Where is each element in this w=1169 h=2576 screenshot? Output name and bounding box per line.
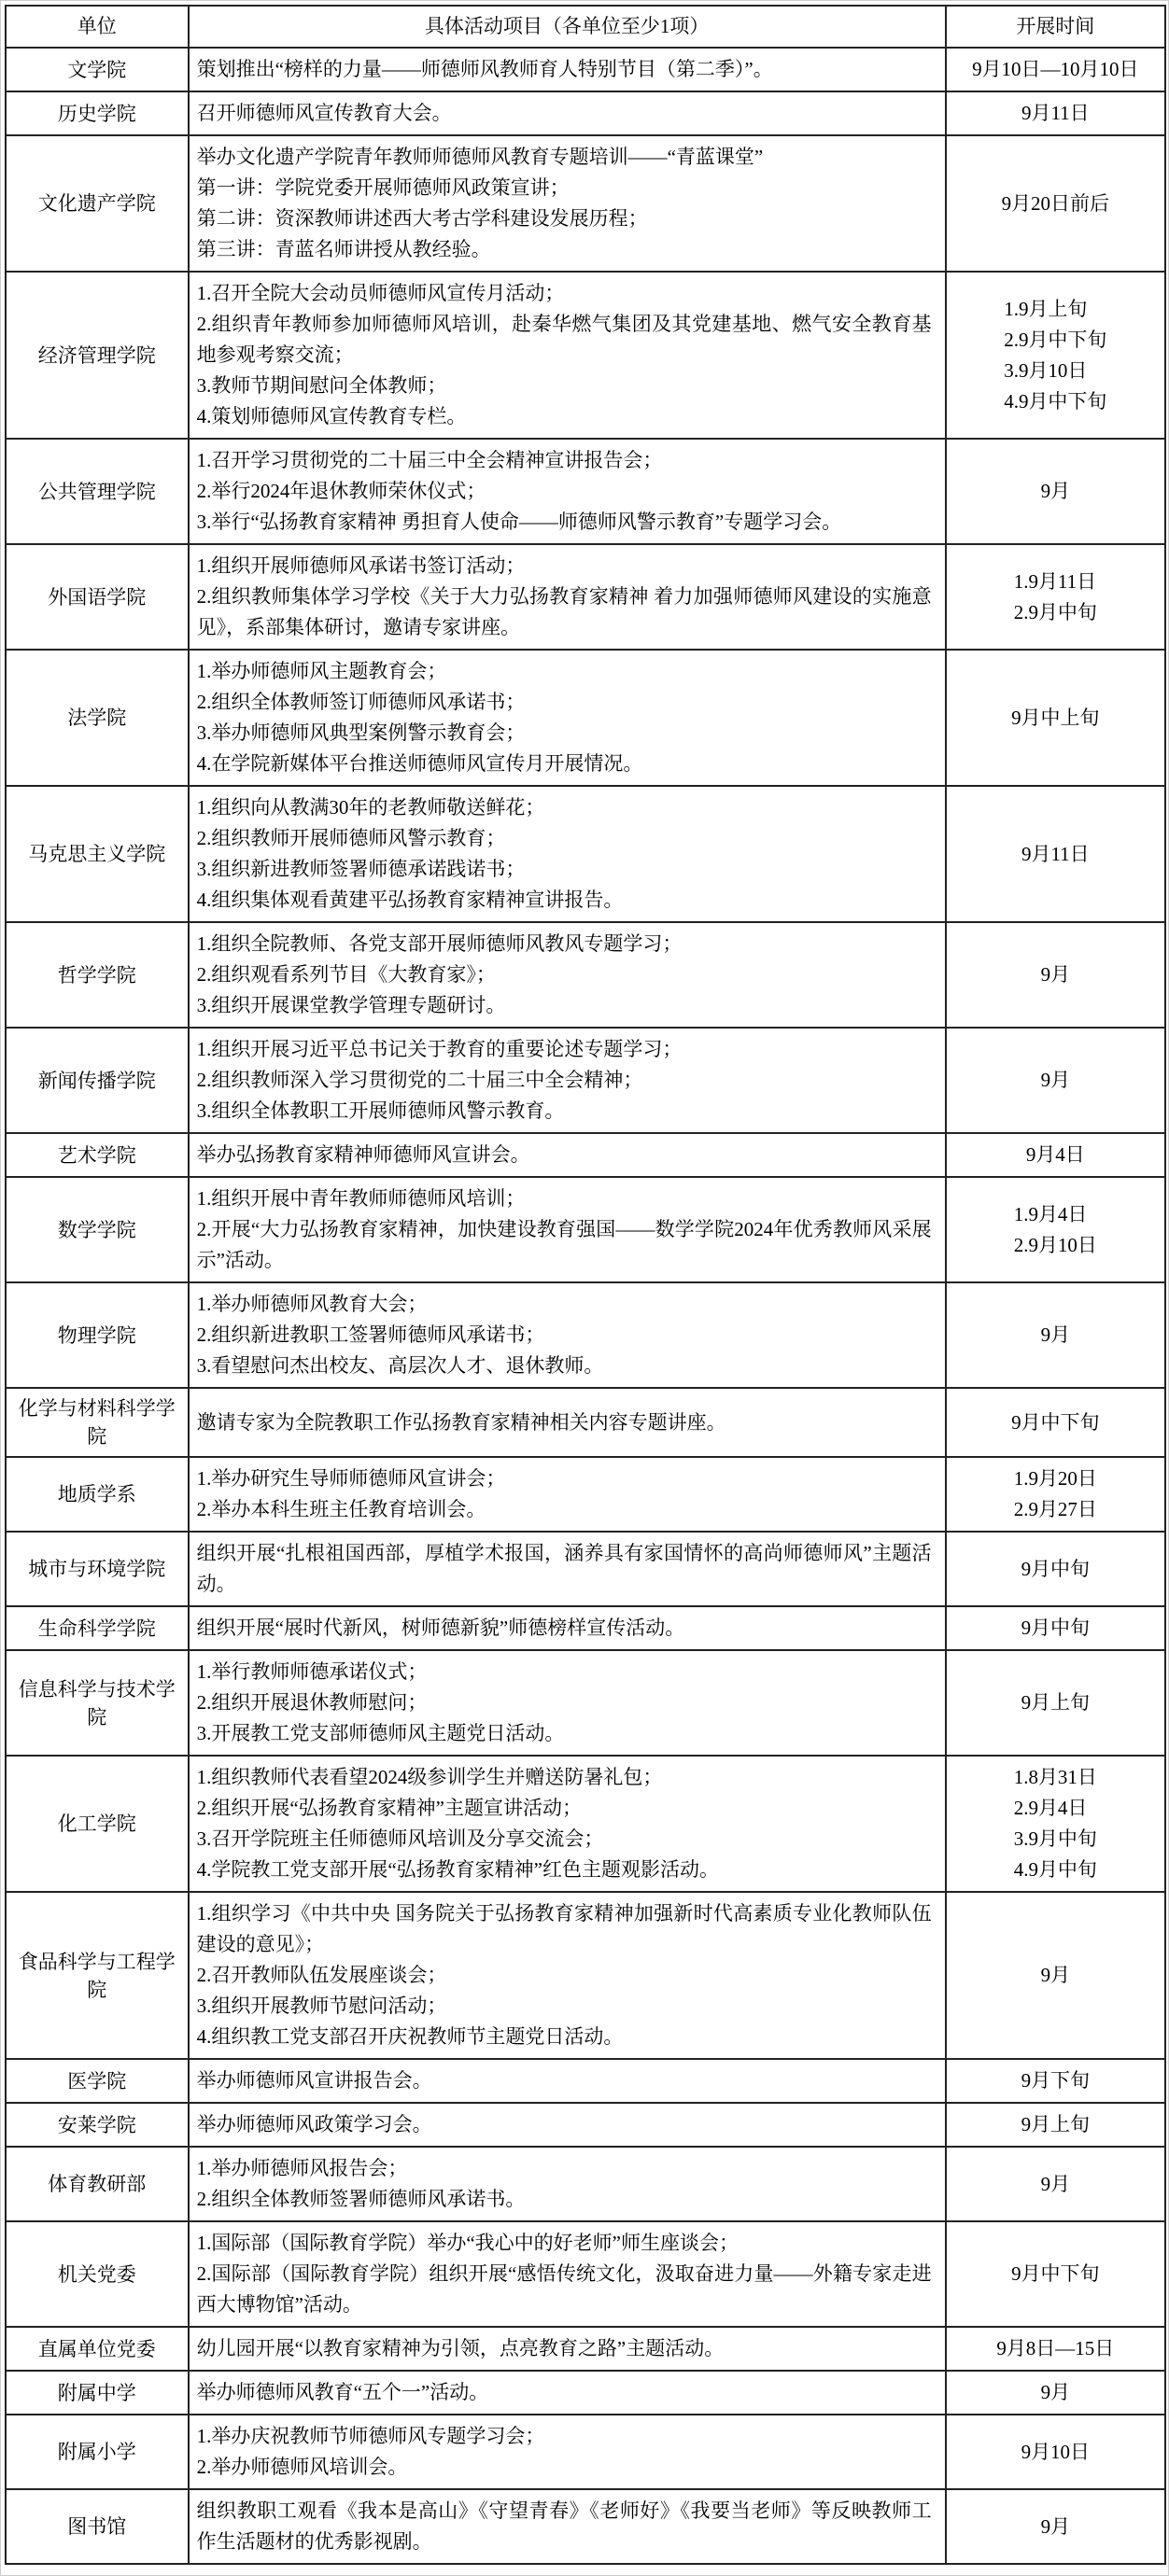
activity-item: 3.召开学院班主任师德师风培训及分享交流会； — [196, 1827, 604, 1850]
activity-item: 2.组织教师开展师德师风警示教育； — [196, 827, 506, 849]
activity-item: 组织开展“扎根祖国西部，厚植学术报国，涵养具有家国情怀的高尚师德师风”主题活动。 — [196, 1542, 932, 1595]
activity-item: 召开师德师风宣传教育大会。 — [196, 102, 452, 124]
time-entries — [1021, 1554, 1091, 1585]
activities-cell — [189, 1606, 946, 1650]
table-row — [6, 1028, 1165, 1133]
time-entry: 9月 — [1040, 2172, 1071, 2195]
activities-cell — [189, 272, 946, 439]
unit-cell: 机关党委 — [6, 2221, 189, 2327]
activity-item: 举办弘扬教育家精神师德师风宣讲会。 — [196, 1143, 530, 1166]
table-row — [6, 1756, 1165, 1892]
activity-item: 1.组织开展习近平总书记关于教育的重要论述专题学习； — [196, 1038, 683, 1060]
time-entry: 9月10日—10月10日 — [972, 58, 1139, 80]
table-row — [6, 1388, 1165, 1457]
time-entry: 9月上旬 — [1021, 1691, 1091, 1714]
activity-item: 2.组织全体教师签订师德师风承诺书； — [196, 691, 526, 713]
table-row — [6, 2221, 1165, 2327]
activities-cell — [189, 2221, 946, 2327]
activity-item: 1.组织全院教师、各党支部开展师德师风教风专题学习； — [196, 932, 683, 955]
time-entries — [1011, 1407, 1100, 1438]
activities-cell — [189, 1028, 946, 1133]
activities-cell — [189, 1177, 946, 1282]
table-row — [6, 1282, 1165, 1388]
time-entry: 9月11日 — [1021, 102, 1090, 124]
table-row — [6, 2415, 1165, 2489]
unit-cell: 外国语学院 — [6, 544, 189, 650]
activity-item: 1.举办研究生导师师德师风宣讲会； — [196, 1467, 506, 1490]
activity-item: 3.组织开展课堂教学管理专题研讨。 — [196, 994, 506, 1016]
time-entries — [972, 54, 1139, 85]
time-entries — [1002, 189, 1110, 219]
table-row — [6, 1457, 1165, 1532]
activity-item: 1.组织学习《中共中央 国务院关于弘扬教育家精神加强新时代高素质专业化教师队伍建设的意见》； — [196, 1902, 932, 1955]
time-entry: 9月10日 — [1021, 2440, 1091, 2463]
table-row — [6, 1133, 1165, 1177]
activity-item: 邀请专家为全院教职工作弘扬教育家精神相关内容专题讲座。 — [196, 1410, 726, 1434]
activity-item: 举办师德师风宣讲报告会。 — [196, 2069, 432, 2092]
time-entry: 9月中旬 — [1021, 1557, 1091, 1580]
unit-cell: 哲学学院 — [6, 922, 189, 1028]
time-entry: 9月 — [1040, 480, 1071, 502]
activity-item: 1.召开全院大会动员师德师风宣传月活动； — [196, 282, 565, 304]
time-entries — [1021, 98, 1090, 129]
activities-cell — [189, 1388, 946, 1457]
time-cell — [946, 135, 1165, 272]
time-cell — [946, 2327, 1165, 2371]
activities-cell — [189, 1532, 946, 1606]
time-entries — [1014, 1463, 1097, 1525]
time-entry: 9月中旬 — [1021, 1617, 1091, 1639]
time-entry: 9月 — [1040, 963, 1071, 986]
activity-item: 1.举办师德师风教育大会； — [196, 1293, 428, 1315]
table-row — [6, 1892, 1165, 2059]
activity-item: 策划推出“榜样的力量——师德师风教师育人特别节目（第二季）”。 — [196, 58, 773, 80]
activity-item: 2.组织开展退休教师慰问； — [196, 1691, 428, 1714]
activity-item: 3.看望慰问杰出校友、高层次人才、退休教师。 — [196, 1354, 604, 1377]
time-entries — [1041, 2512, 1071, 2542]
time-entry: 4.9月中旬 — [1013, 1858, 1097, 1881]
time-entries — [1041, 2377, 1071, 2408]
table-row — [6, 544, 1165, 650]
activity-item: 2.国际部（国际教育学院）组织开展“感悟传统文化，汲取奋进力量——外籍专家走进西大博物馆”活动。 — [196, 2262, 932, 2316]
activities-cell — [189, 2327, 946, 2371]
unit-cell: 化学与材料科学学院 — [6, 1388, 189, 1457]
table-row — [6, 1532, 1165, 1606]
activity-item: 2.组织全体教师签署师德师风承诺书。 — [196, 2188, 526, 2210]
activity-item: 3.举办师德师风典型案例警示教育会； — [196, 721, 526, 744]
time-entry: 2.9月10日 — [1013, 1233, 1097, 1256]
time-entry: 9月4日 — [1025, 1143, 1085, 1166]
time-cell — [946, 1177, 1165, 1282]
table-row — [6, 439, 1165, 544]
header-activities: 具体活动项目（各单位至少1项） — [189, 6, 946, 48]
time-entry: 2.9月27日 — [1013, 1498, 1097, 1520]
time-entry: 2.9月中下旬 — [1004, 328, 1107, 351]
activity-item: 1.举办师德师风报告会； — [196, 2157, 408, 2179]
time-cell — [946, 1892, 1165, 2059]
activities-cell — [189, 2147, 946, 2221]
activity-item: 1.举办师德师风主题教育会； — [196, 660, 447, 682]
unit-cell: 体育教研部 — [6, 2147, 189, 2221]
time-cell — [946, 922, 1165, 1028]
activity-item: 1.举办庆祝教师节师德师风专题学习会； — [196, 2425, 545, 2447]
activities-cell — [189, 1892, 946, 2059]
unit-cell: 文化遗产学院 — [6, 135, 189, 272]
time-entry: 1.9月20日 — [1013, 1467, 1097, 1490]
activities-cell — [189, 135, 946, 272]
time-entries — [1021, 1687, 1091, 1718]
time-entry: 9月中下旬 — [1011, 1410, 1100, 1434]
activity-item: 2.组织青年教师参加师德师风培训，赴秦华燃气集团及其党建基地、燃气安全教育基地参观考察交流； — [196, 313, 932, 366]
time-cell — [946, 2147, 1165, 2221]
unit-cell: 马克思主义学院 — [6, 786, 189, 922]
activities-cell — [189, 1650, 946, 1756]
time-entry: 3.9月10日 — [1004, 358, 1088, 382]
activity-item: 第三讲：青蓝名师讲授从教经验。 — [196, 238, 491, 260]
activity-item: 2.组织观看系列节目《大教育家》； — [196, 963, 496, 986]
time-entry: 9月 — [1040, 1069, 1071, 1091]
activity-item: 2.组织新进教职工签署师德师风承诺书； — [196, 1323, 545, 1346]
activities-cell — [189, 1756, 946, 1892]
table-row — [6, 2489, 1165, 2564]
unit-cell: 数学学院 — [6, 1177, 189, 1282]
unit-cell: 经济管理学院 — [6, 272, 189, 439]
time-entries — [1041, 959, 1071, 990]
activity-item: 3.教师节期间慰问全体教师； — [196, 374, 447, 397]
unit-cell: 附属中学 — [6, 2371, 189, 2415]
activity-item: 4.组织教工党支部召开庆祝教师节主题党日活动。 — [196, 2025, 624, 2048]
time-entries — [1011, 703, 1100, 734]
unit-cell: 医学院 — [6, 2059, 189, 2103]
time-entries — [1011, 2259, 1100, 2289]
activities-cell — [189, 1282, 946, 1388]
activities-cell — [189, 2371, 946, 2415]
activities-cell — [189, 650, 946, 786]
activity-item: 3.举行“弘扬教育家精神 勇担育人使命——师德师风警示教育”专题学习会。 — [196, 511, 842, 533]
table-row — [6, 135, 1165, 272]
time-cell — [946, 48, 1165, 91]
table-row — [6, 2371, 1165, 2415]
time-entry: 9月 — [1040, 2514, 1071, 2538]
time-cell — [946, 786, 1165, 922]
time-entry: 2.9月中旬 — [1013, 600, 1097, 623]
activity-item: 幼儿园开展“以教育家精神为引领，点亮教育之路”主题活动。 — [196, 2337, 725, 2359]
time-entry: 4.9月中下旬 — [1004, 389, 1107, 413]
activity-item: 举办文化遗产学院青年教师师德师风教育专题培训——“青蓝课堂” — [196, 146, 764, 168]
unit-cell: 图书馆 — [6, 2489, 189, 2564]
time-entries — [996, 2333, 1114, 2364]
header-unit: 单位 — [6, 6, 189, 48]
time-cell — [946, 1756, 1165, 1892]
activity-item: 3.组织开展教师节慰问活动； — [196, 1995, 447, 2017]
time-cell — [946, 2489, 1165, 2564]
table-row — [6, 1650, 1165, 1756]
time-entry: 9月 — [1040, 2381, 1071, 2403]
activity-item: 2.开展“大力弘扬教育家精神，加快建设教育强国——数学学院2024年优秀教师风采展示”活动。 — [196, 1218, 932, 1271]
time-entries — [1021, 2065, 1091, 2096]
time-entries — [1021, 2109, 1091, 2140]
unit-cell: 附属小学 — [6, 2415, 189, 2489]
table-row — [6, 2327, 1165, 2371]
activities-cell — [189, 1457, 946, 1532]
activity-item: 1.组织向从教满30年的老教师敬送鲜花； — [196, 796, 545, 819]
time-entries — [1014, 1762, 1097, 1885]
time-cell — [946, 2371, 1165, 2415]
activity-item: 1.召开学习贯彻党的二十届三中全会精神宣讲报告会； — [196, 449, 663, 471]
header-row — [6, 6, 1165, 48]
activity-item: 1.组织开展师德师风承诺书签订活动； — [196, 554, 526, 577]
activity-schedule-table — [5, 5, 1166, 2565]
activity-item: 2.召开教师队伍发展座谈会； — [196, 1964, 447, 1986]
table-row — [6, 786, 1165, 922]
activities-cell — [189, 2103, 946, 2147]
table-row — [6, 272, 1165, 439]
time-entries — [1041, 1065, 1071, 1096]
activity-item: 2.举行2024年退休教师荣休仪式； — [196, 480, 486, 502]
activity-item: 3.组织全体教职工开展师德师风警示教育。 — [196, 1099, 565, 1122]
activity-item: 1.组织开展中青年教师师德师风培训； — [196, 1187, 526, 1210]
time-entry: 1.9月11日 — [1013, 569, 1097, 593]
time-entry: 1.9月4日 — [1013, 1202, 1088, 1225]
time-cell — [946, 1282, 1165, 1388]
time-cell — [946, 2221, 1165, 2327]
activity-item: 第一讲：学院党委开展师德师风政策宣讲； — [196, 176, 570, 199]
activity-item: 组织开展“展时代新风，树师德新貌”师德榜样宣传活动。 — [196, 1617, 685, 1639]
time-entries — [1021, 839, 1090, 870]
unit-cell: 安莱学院 — [6, 2103, 189, 2147]
table-row — [6, 2147, 1165, 2221]
time-entries — [1014, 1199, 1097, 1261]
unit-cell: 信息科学与技术学院 — [6, 1650, 189, 1756]
unit-cell: 新闻传播学院 — [6, 1028, 189, 1133]
activity-item: 4.策划师德师风宣传教育专栏。 — [196, 405, 467, 427]
time-entry: 1.8月31日 — [1013, 1766, 1097, 1788]
time-cell — [946, 1650, 1165, 1756]
activity-item: 组织教职工观看《我本是高山》《守望青春》《老师好》《我要当老师》等反映教师工作生活题材的优秀影视剧。 — [196, 2499, 932, 2553]
unit-cell: 艺术学院 — [6, 1133, 189, 1177]
time-entries — [1026, 1140, 1085, 1170]
activity-item: 3.开展教工党支部师德师风主题党日活动。 — [196, 1722, 565, 1744]
time-cell — [946, 2103, 1165, 2147]
time-cell — [946, 1532, 1165, 1606]
time-cell — [946, 650, 1165, 786]
time-entry: 9月20日前后 — [1001, 191, 1110, 215]
unit-cell: 文学院 — [6, 48, 189, 91]
activities-cell — [189, 786, 946, 922]
unit-cell: 城市与环境学院 — [6, 1532, 189, 1606]
time-cell — [946, 272, 1165, 439]
activities-cell — [189, 439, 946, 544]
unit-cell: 法学院 — [6, 650, 189, 786]
time-entry: 9月中下旬 — [1011, 2262, 1100, 2285]
time-cell — [946, 1388, 1165, 1457]
time-entry: 9月上旬 — [1021, 2113, 1091, 2135]
activities-cell — [189, 544, 946, 650]
unit-cell: 公共管理学院 — [6, 439, 189, 544]
activity-item: 4.在学院新媒体平台推送师德师风宣传月开展情况。 — [196, 752, 643, 775]
unit-cell: 物理学院 — [6, 1282, 189, 1388]
activities-cell — [189, 2059, 946, 2103]
time-entry: 9月 — [1040, 1964, 1071, 1986]
time-cell — [946, 2059, 1165, 2103]
activities-cell — [189, 2415, 946, 2489]
unit-cell: 生命科学学院 — [6, 1606, 189, 1650]
activity-item: 1.国际部（国际教育学院）举办“我心中的好老师”师生座谈会； — [196, 2232, 739, 2254]
unit-cell: 历史学院 — [6, 91, 189, 135]
activity-item: 2.组织教师深入学习贯彻党的二十届三中全会精神； — [196, 1069, 643, 1091]
time-entries — [1041, 476, 1071, 507]
activity-item: 1.组织教师代表看望2024级参训学生并赠送防暑礼包； — [196, 1766, 663, 1788]
activities-cell — [189, 48, 946, 91]
activity-item: 举办师德师风政策学习会。 — [196, 2113, 432, 2135]
table-row — [6, 2103, 1165, 2147]
activity-item: 2.组织教师集体学习学校《关于大力弘扬教育家精神 着力加强师德师风建设的实施意见》，系部集体研讨，邀请专家讲座。 — [196, 585, 932, 638]
table-body — [6, 48, 1165, 2564]
activity-item: 2.举办本科生班主任教育培训会。 — [196, 1498, 486, 1520]
time-entries — [1014, 567, 1097, 628]
time-entry: 3.9月中旬 — [1013, 1827, 1097, 1850]
activity-item: 4.学院教工党支部开展“弘扬教育家精神”红色主题观影活动。 — [196, 1858, 719, 1881]
header-time: 开展时间 — [946, 6, 1165, 48]
time-entry: 9月中上旬 — [1011, 706, 1100, 729]
time-cell — [946, 1606, 1165, 1650]
activity-item: 4.组织集体观看黄建平弘扬教育家精神宣讲报告。 — [196, 889, 624, 911]
activities-cell — [189, 1133, 946, 1177]
table-row — [6, 2059, 1165, 2103]
time-cell — [946, 1133, 1165, 1177]
activity-item: 举办师德师风教育“五个一”活动。 — [196, 2381, 489, 2403]
table-row — [6, 922, 1165, 1028]
unit-cell: 直属单位党委 — [6, 2327, 189, 2371]
time-entries — [1004, 294, 1106, 417]
activity-item: 2.举办师德师风培训会。 — [196, 2456, 408, 2478]
activity-item: 2.组织开展“弘扬教育家精神”主题宣讲活动； — [196, 1797, 582, 1819]
time-entry: 2.9月4日 — [1013, 1797, 1088, 1819]
activity-item: 3.组织新进教师签署师德承诺践诺书； — [196, 858, 526, 880]
table-row — [6, 48, 1165, 91]
time-cell — [946, 2415, 1165, 2489]
time-entries — [1041, 1320, 1071, 1351]
time-entry: 9月8日—15日 — [996, 2337, 1115, 2359]
time-entry: 9月下旬 — [1021, 2069, 1091, 2092]
time-entry: 1.9月上旬 — [1004, 297, 1088, 320]
table-row — [6, 1606, 1165, 1650]
time-cell — [946, 1028, 1165, 1133]
time-entries — [1041, 1960, 1071, 1991]
time-cell — [946, 1457, 1165, 1532]
time-entries — [1041, 2169, 1071, 2200]
activities-cell — [189, 91, 946, 135]
activities-cell — [189, 922, 946, 1028]
time-entry: 9月11日 — [1021, 842, 1090, 865]
time-entries — [1021, 2437, 1091, 2468]
activity-item: 1.举行教师师德承诺仪式； — [196, 1660, 428, 1683]
table-row — [6, 91, 1165, 135]
activity-item: 第二讲：资深教师讲述西大考古学科建设发展历程； — [196, 207, 648, 230]
time-cell — [946, 91, 1165, 135]
time-cell — [946, 544, 1165, 650]
table-row — [6, 650, 1165, 786]
unit-cell: 食品科学与工程学院 — [6, 1892, 189, 2059]
time-cell — [946, 439, 1165, 544]
unit-cell: 地质学系 — [6, 1457, 189, 1532]
time-entries — [1021, 1613, 1091, 1644]
table-row — [6, 1177, 1165, 1282]
time-entry: 9月 — [1040, 1323, 1071, 1346]
activities-cell — [189, 2489, 946, 2564]
unit-cell: 化工学院 — [6, 1756, 189, 1892]
